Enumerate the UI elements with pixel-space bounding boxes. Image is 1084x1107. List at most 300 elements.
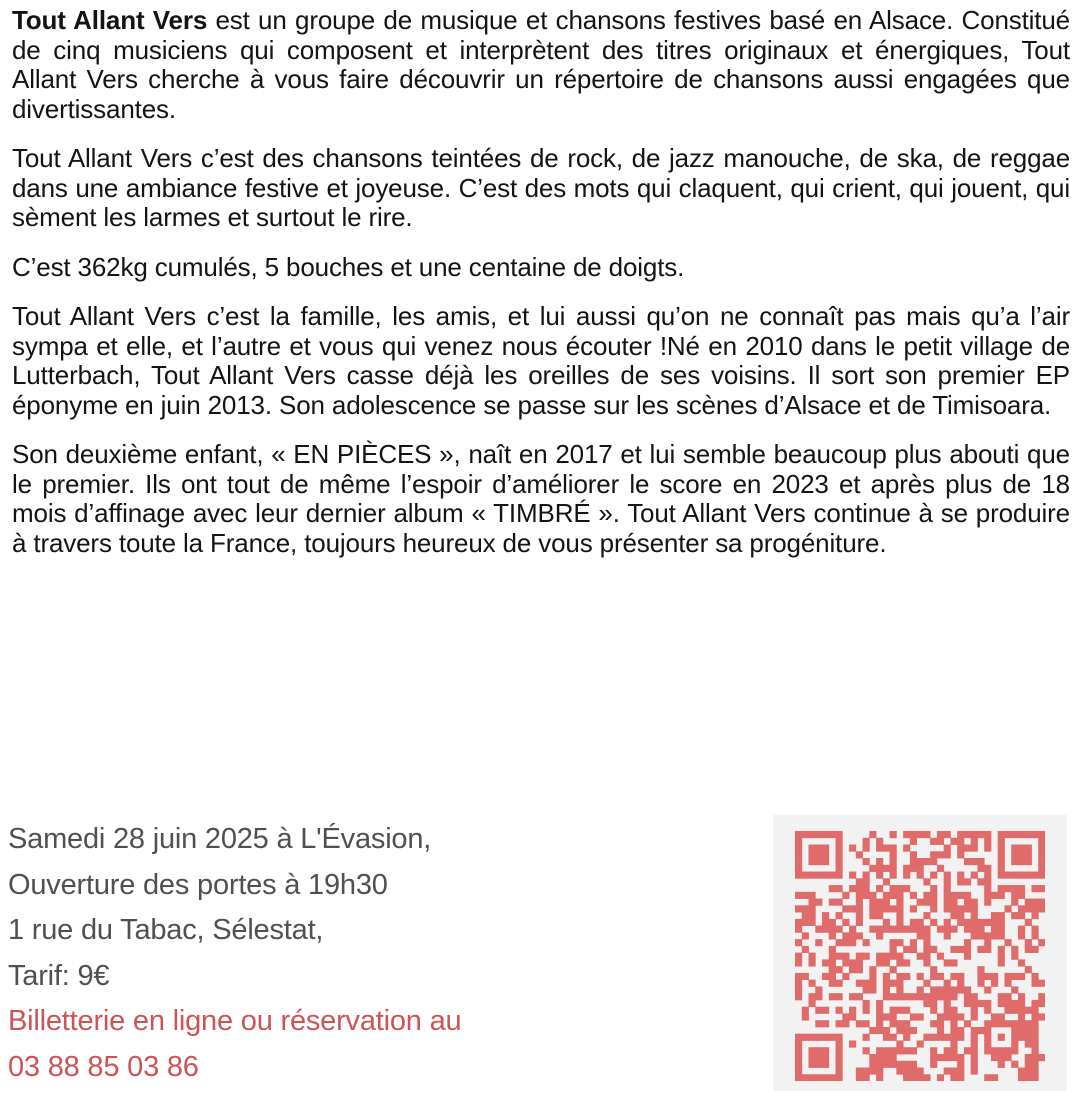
qr-module [829, 899, 836, 906]
qr-module [971, 838, 978, 845]
qr-module [829, 926, 836, 933]
qr-module [883, 953, 890, 960]
qr-module [890, 966, 897, 973]
qr-module [930, 1020, 937, 1027]
qr-module [863, 1047, 870, 1054]
qr-module [944, 980, 951, 987]
qr-module [836, 912, 843, 919]
qr-module [802, 946, 809, 953]
qr-module [849, 1013, 856, 1020]
qr-module [1031, 1013, 1038, 1020]
qr-module [937, 1020, 944, 1027]
qr-module [917, 953, 924, 960]
qr-module [944, 1067, 951, 1074]
qr-module [836, 845, 843, 852]
qr-module [1038, 831, 1045, 838]
event-doors: Ouverture des portes à 19h30 [8, 868, 388, 901]
qr-module [984, 939, 991, 946]
qr-module [849, 885, 856, 892]
qr-module [896, 1047, 903, 1054]
qr-module [1018, 932, 1025, 939]
qr-module [896, 953, 903, 960]
qr-module [1004, 831, 1011, 838]
qr-module [1025, 1054, 1032, 1061]
qr-module [863, 845, 870, 852]
qr-module [1018, 1034, 1025, 1041]
qr-module [1011, 1007, 1018, 1014]
qr-module [822, 1047, 829, 1054]
qr-module [809, 919, 816, 926]
qr-module [896, 892, 903, 899]
qr-module [971, 919, 978, 926]
qr-module [869, 831, 876, 838]
qr-module [944, 1007, 951, 1014]
qr-module [1025, 919, 1032, 926]
qr-module [836, 926, 843, 933]
qr-module [1038, 939, 1045, 946]
qr-module [910, 831, 917, 838]
qr-module [836, 851, 843, 858]
qr-module [883, 993, 890, 1000]
qr-module [829, 919, 836, 926]
qr-module [944, 919, 951, 926]
qr-module [822, 1061, 829, 1068]
qr-module [869, 1027, 876, 1034]
qr-module [883, 926, 890, 933]
qr-module [829, 953, 836, 960]
qr-module [917, 1067, 924, 1074]
qr-module [937, 1027, 944, 1034]
qr-module [856, 851, 863, 858]
qr-module [896, 959, 903, 966]
qr-module [944, 926, 951, 933]
qr-module [1018, 973, 1025, 980]
qr-module [809, 959, 816, 966]
qr-module [883, 1013, 890, 1020]
qr-module [923, 946, 930, 953]
qr-module [903, 1061, 910, 1068]
qr-module [977, 878, 984, 885]
qr-module [863, 838, 870, 845]
qr-module [977, 865, 984, 872]
qr-module [856, 993, 863, 1000]
qr-module [876, 1074, 883, 1081]
qr-module [863, 878, 870, 885]
qr-module [856, 919, 863, 926]
qr-module [991, 1047, 998, 1054]
qr-module [998, 919, 1005, 926]
qr-module [998, 953, 1005, 960]
qr-module [1018, 892, 1025, 899]
qr-module [876, 1013, 883, 1020]
qr-module [957, 986, 964, 993]
qr-module [903, 973, 910, 980]
qr-module [815, 831, 822, 838]
qr-module [984, 1047, 991, 1054]
qr-module [1031, 946, 1038, 953]
qr-module [984, 892, 991, 899]
qr-module [984, 986, 991, 993]
qr-module [795, 831, 802, 838]
qr-module [876, 932, 883, 939]
paragraph-intro [12, 6, 1070, 124]
qr-module [883, 1047, 890, 1054]
qr-module [849, 845, 856, 852]
band-name: Tout Allant Vers [12, 5, 208, 35]
qr-module [964, 899, 971, 906]
qr-module [890, 831, 897, 838]
qr-module [964, 892, 971, 899]
qr-module [910, 905, 917, 912]
qr-module [1038, 838, 1045, 845]
qr-module [829, 1074, 836, 1081]
qr-module [883, 973, 890, 980]
qr-module [1018, 959, 1025, 966]
qr-module [815, 986, 822, 993]
qr-module [1011, 872, 1018, 879]
qr-module [883, 1061, 890, 1068]
qr-module [890, 1047, 897, 1054]
qr-module [1011, 851, 1018, 858]
qr-module [890, 1013, 897, 1020]
qr-module [869, 912, 876, 919]
qr-module [930, 1000, 937, 1007]
qr-module [957, 845, 964, 852]
qr-module [1038, 845, 1045, 852]
qr-module [822, 959, 829, 966]
qr-module [971, 899, 978, 906]
qr-module [1011, 1040, 1018, 1047]
qr-module [977, 973, 984, 980]
qr-module [944, 905, 951, 912]
qr-module [957, 1054, 964, 1061]
qr-module [944, 892, 951, 899]
qr-module [890, 858, 897, 865]
qr-module [971, 858, 978, 865]
qr-module [836, 1047, 843, 1054]
qr-module [944, 986, 951, 993]
qr-module [822, 858, 829, 865]
qr-module [795, 1061, 802, 1068]
qr-module [890, 946, 897, 953]
qr-module [950, 973, 957, 980]
qr-module [950, 912, 957, 919]
qr-module [971, 1000, 978, 1007]
qr-module [890, 926, 897, 933]
qr-module [890, 939, 897, 946]
qr-module [1011, 899, 1018, 906]
qr-module [1038, 1000, 1045, 1007]
qr-module [856, 953, 863, 960]
qr-module [1004, 872, 1011, 879]
qr-module [977, 1000, 984, 1007]
qr-module [883, 905, 890, 912]
qr-module [890, 993, 897, 1000]
qr-module [977, 919, 984, 926]
qr-module [950, 1034, 957, 1041]
qr-module [910, 892, 917, 899]
qr-module [856, 932, 863, 939]
qr-module [849, 926, 856, 933]
qr-module [890, 1054, 897, 1061]
qr-module [1038, 885, 1045, 892]
qr-module [998, 1020, 1005, 1027]
qr-module [836, 872, 843, 879]
qr-module [822, 973, 829, 980]
qr-module [869, 926, 876, 933]
qr-module [1038, 993, 1045, 1000]
qr-module [876, 1054, 883, 1061]
qr-module [964, 858, 971, 865]
qr-module [964, 919, 971, 926]
qr-module [1011, 973, 1018, 980]
qr-module [957, 1061, 964, 1068]
qr-module [957, 1027, 964, 1034]
qr-module [795, 865, 802, 872]
qr-module [957, 851, 964, 858]
qr-module [937, 973, 944, 980]
qr-module [984, 899, 991, 906]
qr-module [842, 939, 849, 946]
qr-module [876, 905, 883, 912]
qr-module [815, 1074, 822, 1081]
qr-module [809, 899, 816, 906]
qr-module [815, 858, 822, 865]
qr-module [1018, 831, 1025, 838]
qr-module [998, 1000, 1005, 1007]
qr-module [950, 1007, 957, 1014]
qr-module [815, 872, 822, 879]
qr-module [1004, 973, 1011, 980]
qr-module [930, 919, 937, 926]
qr-module [856, 899, 863, 906]
qr-module [869, 980, 876, 987]
qr-module [802, 973, 809, 980]
qr-module [971, 1013, 978, 1020]
qr-module [829, 932, 836, 939]
qr-module [937, 865, 944, 872]
qr-module [890, 1034, 897, 1041]
qr-module [815, 845, 822, 852]
qr-module [984, 838, 991, 845]
qr-module [950, 1074, 957, 1081]
qr-module [836, 1054, 843, 1061]
qr-module [1018, 1027, 1025, 1034]
qr-module [856, 878, 863, 885]
qr-module [795, 993, 802, 1000]
qr-module [950, 899, 957, 906]
qr-module [984, 1007, 991, 1014]
qr-module [809, 831, 816, 838]
qr-module [971, 926, 978, 933]
qr-module [876, 865, 883, 872]
qr-module [991, 1020, 998, 1027]
qr-module [923, 1000, 930, 1007]
qr-module [930, 905, 937, 912]
qr-module [1031, 1074, 1038, 1081]
qr-module [795, 1074, 802, 1081]
qr-module [890, 953, 897, 960]
qr-module [809, 1054, 816, 1061]
qr-module [815, 1007, 822, 1014]
qr-module [849, 905, 856, 912]
qr-module [917, 865, 924, 872]
qr-module [1011, 858, 1018, 865]
qr-module [991, 1054, 998, 1061]
qr-module [964, 926, 971, 933]
qr-module [896, 993, 903, 1000]
qr-module [815, 1020, 822, 1027]
qr-module [829, 973, 836, 980]
qr-module [1011, 1061, 1018, 1068]
qr-module [964, 905, 971, 912]
qr-module [883, 865, 890, 872]
qr-module [903, 1020, 910, 1027]
qr-module [809, 912, 816, 919]
qr-module [971, 932, 978, 939]
qr-module [910, 946, 917, 953]
qr-module [950, 892, 957, 899]
qr-module [998, 872, 1005, 879]
event-price: Tarif: 9€ [8, 959, 110, 992]
qr-module [1018, 1020, 1025, 1027]
qr-module [802, 892, 809, 899]
qr-module [822, 851, 829, 858]
qr-module [964, 1020, 971, 1027]
qr-module [809, 892, 816, 899]
qr-module [829, 831, 836, 838]
qr-module [1025, 1020, 1032, 1027]
qr-module [903, 1034, 910, 1041]
qr-module [809, 980, 816, 987]
qr-module [1031, 1047, 1038, 1054]
qr-module [802, 1013, 809, 1020]
qr-module [809, 905, 816, 912]
qr-module [1038, 858, 1045, 865]
qr-module [1031, 1067, 1038, 1074]
qr-module [991, 892, 998, 899]
qr-module [849, 966, 856, 973]
qr-module [984, 1074, 991, 1081]
qr-module [809, 1074, 816, 1081]
qr-code-panel[interactable] [773, 815, 1067, 1091]
qr-module [836, 1067, 843, 1074]
qr-module [1038, 851, 1045, 858]
qr-module [944, 831, 951, 838]
qr-module [1011, 1027, 1018, 1034]
qr-module [998, 838, 1005, 845]
qr-module [1011, 845, 1018, 852]
qr-module [856, 912, 863, 919]
qr-module [1031, 831, 1038, 838]
qr-module [991, 980, 998, 987]
qr-module [1031, 980, 1038, 987]
qr-module [917, 899, 924, 906]
qr-module [890, 905, 897, 912]
qr-module [1025, 845, 1032, 852]
qr-module [863, 953, 870, 960]
qr-module [930, 899, 937, 906]
qr-module [836, 980, 843, 987]
qr-module [971, 1040, 978, 1047]
qr-module [1018, 872, 1025, 879]
qr-module [923, 953, 930, 960]
qr-module [971, 831, 978, 838]
qr-module [849, 1007, 856, 1014]
qr-module [802, 1074, 809, 1081]
qr-module [795, 973, 802, 980]
qr-module [815, 926, 822, 933]
qr-module [795, 1067, 802, 1074]
qr-module [883, 892, 890, 899]
qr-module [876, 899, 883, 906]
qr-module [1018, 905, 1025, 912]
qr-module [802, 919, 809, 926]
qr-module [795, 1040, 802, 1047]
qr-module [930, 851, 937, 858]
qr-module [896, 899, 903, 906]
qr-module [883, 919, 890, 926]
qr-module [802, 1007, 809, 1014]
qr-code-icon[interactable] [795, 831, 1045, 1081]
qr-module [869, 973, 876, 980]
qr-module [998, 1013, 1005, 1020]
qr-module [910, 1047, 917, 1054]
qr-module [809, 953, 816, 960]
qr-module [836, 899, 843, 906]
qr-module [917, 932, 924, 939]
qr-module [923, 858, 930, 865]
qr-module [863, 939, 870, 946]
qr-module [930, 858, 937, 865]
qr-module [1025, 1061, 1032, 1068]
qr-module [910, 858, 917, 865]
qr-module [971, 1067, 978, 1074]
event-phone[interactable]: 03 88 85 03 86 [8, 1050, 199, 1083]
qr-module [950, 1013, 957, 1020]
qr-module [890, 885, 897, 892]
qr-module [910, 1061, 917, 1068]
qr-module [937, 993, 944, 1000]
qr-module [836, 838, 843, 845]
qr-module [937, 1034, 944, 1041]
qr-module [795, 892, 802, 899]
qr-module [971, 912, 978, 919]
qr-module [876, 959, 883, 966]
qr-module [1038, 865, 1045, 872]
qr-module [1031, 932, 1038, 939]
qr-module [829, 993, 836, 1000]
qr-module [944, 932, 951, 939]
qr-module [957, 912, 964, 919]
qr-module [836, 1074, 843, 1081]
qr-module [1004, 1020, 1011, 1027]
qr-module [856, 980, 863, 987]
qr-module [802, 912, 809, 919]
qr-module [917, 926, 924, 933]
qr-module [1031, 1000, 1038, 1007]
qr-module [1031, 899, 1038, 906]
qr-module [998, 932, 1005, 939]
qr-module [795, 919, 802, 926]
qr-module [944, 1054, 951, 1061]
event-date: Samedi 28 juin 2025 à L'Évasion, [8, 823, 432, 855]
qr-module [930, 885, 937, 892]
qr-module [1018, 851, 1025, 858]
qr-module [883, 1034, 890, 1041]
paragraph-intro-text: est un groupe de musique et chansons festives basé en Alsace. Constitué de cinq musiciens qui composent et interprètent des titres originaux et énergiques, Tout Allant Vers cherche à vous faire découvrir un répertoire de chansons aussi engagées que divertissantes. [12, 5, 1070, 124]
qr-module [842, 932, 849, 939]
